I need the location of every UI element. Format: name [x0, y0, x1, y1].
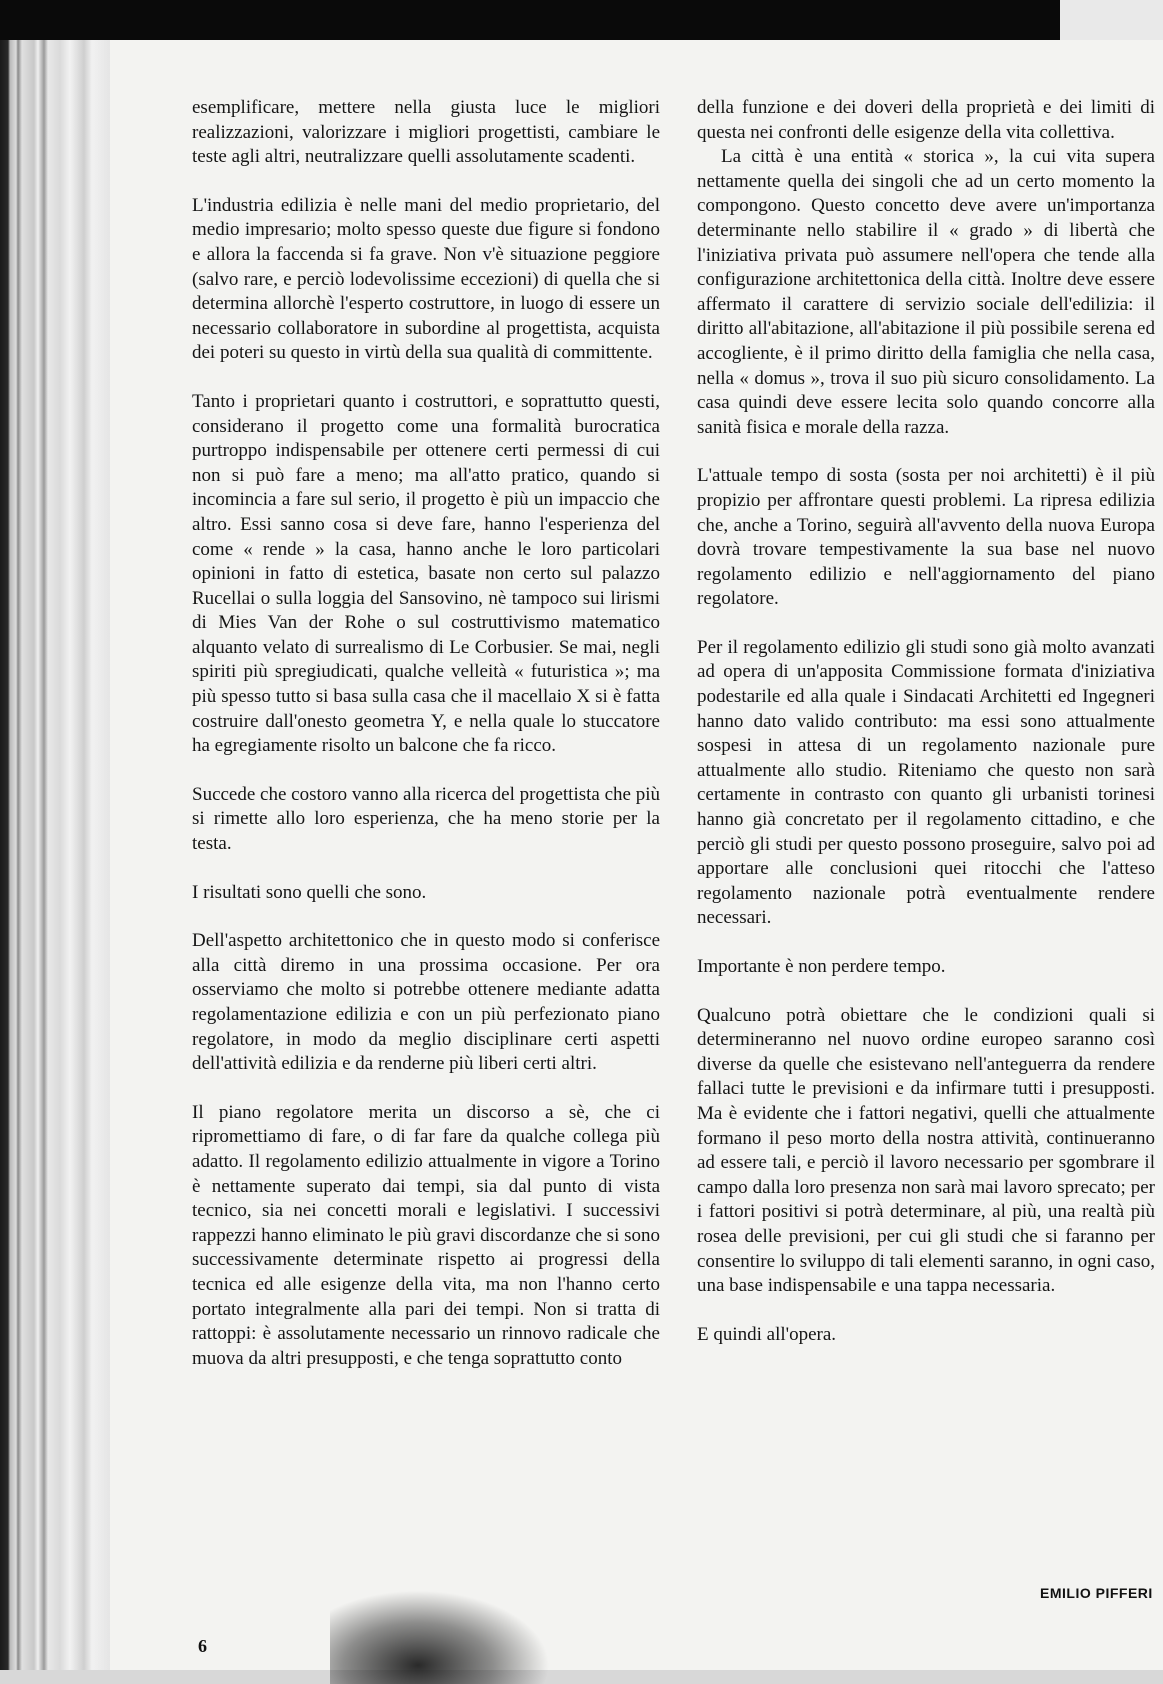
- author-signature: EMILIO PIFFERI: [1040, 1585, 1153, 1601]
- scan-bottom-border: [0, 1670, 1163, 1684]
- right-text-column: [697, 96, 1155, 1347]
- paragraph: esemplificare, mettere nella giusta luce le migliori realizzazioni, valorizzare i migliori progettisti, cambiare le teste agli altri, neutralizzare quelli assolutamente scadenti.: [192, 97, 660, 168]
- paragraph: Succede che costoro vanno alla ricerca del progettista che più si rimette allo loro esperienza, che ha meno storie per la testa.: [192, 783, 660, 855]
- paragraph: I risultati sono quelli che sono.: [192, 881, 427, 903]
- scan-top-right-gap: [1060, 0, 1163, 42]
- page-number: 6: [198, 1636, 207, 1656]
- paragraph: Per il regolamento edilizio gli studi sono già molto avanzati ad opera di un'apposita Commissione formata d'iniziativa podestarile ed alla quale i Sindacati Architetti ed Ingegneri hanno dato valido contributo: ma essi sono attualmente sospesi in attesa di un regolamento nazionale pure attualmente allo studio. Riteniamo che questo non sarà certamente in contrasto con quanto gli urbanisti torinesi hanno già concretato per il regolamento cittadino, e che perciò gli studi per questo possono proseguire, salvo poi ad apportare alle conclusioni quei ritocchi che l'atteso regolamento nazionale potrà eventualmente rendere necessari.: [697, 636, 1155, 929]
- paragraph: L'attuale tempo di sosta (sosta per noi architetti) è il più propizio per affrontare questi problemi. La ripresa edilizia che, anche a Torino, seguirà all'avvento della nuova Europa dovrà trovare tempestivamente la sua base nel nuovo regolamento edilizio e nell'aggiornamento del piano regolatore.: [697, 465, 1155, 610]
- paragraph: della funzione e dei doveri della proprietà e dei limiti di questa nei confronti delle esigenze della vita collettiva.: [697, 97, 1155, 143]
- paragraph: La città è una entità « storica », la cui vita supera nettamente quella dei singoli che ad un certo momento la compongono. Questo concetto deve avere un'importanza determinante nello stabilire il « grado » di libertà che l'iniziativa privata può assumere nell'opera che tende alla configurazione architettonica della città. Inoltre deve essere affermato il carattere di servizio sociale dell'edilizia: il diritto all'abitazione, all'abitazione il più possibile serena ed accogliente, è il primo diritto della famiglia che nella casa, nella « domus », trova il suo più sicuro consolidamento. La casa quindi deve essere lecita solo quando concorre alla sanità fisica e morale della razza.: [697, 146, 1155, 438]
- paragraph: Dell'aspetto architettonico che in questo modo si conferisce alla città diremo in una prossima occasione. Per ora osserviamo che molto si potrebbe ottenere mediante adatta regolamentazione edilizia e con un più perfezionato piano regolatore, in modo da meglio disciplinare certi aspetti dell'attività edilizia e da renderne più liberi certi altri.: [192, 930, 660, 1075]
- paragraph: Tanto i proprietari quanto i costruttori, e soprattutto questi, considerano il progetto come una formalità burocratica purtroppo indispensabile per ottenere certi permessi di cui non si può fare a meno; ma all'atto pratico, quando si incomincia a fare sul serio, il progetto è più un impaccio che altro. Essi sanno cosa si deve fare, hanno l'esperienza del come « rende » la casa, hanno anche le loro particolari opinioni in fatto di estetica, basate non certo sul palazzo Rucellai o sulla loggia del Sansovino, nè tampoco sui lirismi di Mies Van der Rohe o sul costruttivismo matematico alquanto velato di surrealismo di Le Corbusier. Se mai, negli spiriti più spregiudicati, qualche velleità « futuristica »; ma più spesso tutto si basa sulla casa che il macellaio X si è fatta costruire dall'onesto geometra Y, e nella quale lo stuccatore ha egregiamente risolto un balcone che fa ricco.: [192, 390, 660, 757]
- ink-smudge: [330, 1590, 550, 1684]
- paragraph: Qualcuno potrà obiettare che le condizioni quali si determineranno nel nuovo ordine europeo saranno così diverse da quelle che esistevano nell'anteguerra da rendere fallaci tutte le previsioni e da infirmare tutti i presupposti. Ma è evidente che i fattori negativi, quelli che attualmente formano il peso morto della nostra attività, continueranno ad essere tali, e perciò il lavoro necessario per sgombrare il campo dalla loro presenza non sarà mai lavoro sprecato; per i fattori positivi si potrà determinare, al più, una realtà più rosea delle previsioni, per cui gli studi che si faranno per consentire lo sviluppo di tali elementi saranno, in ogni caso, una base indispensabile e una tappa necessaria.: [697, 1004, 1155, 1297]
- paragraph: E quindi all'opera.: [697, 1323, 837, 1345]
- book-page-edges: [0, 40, 110, 1670]
- paragraph: L'industria edilizia è nelle mani del medio proprietario, del medio impresario; molto spesso queste due figure si fondono e allora la faccenda si fa grave. Non v'è situazione peggiore (salvo rare, e perciò lodevolissime eccezioni) di quella che si determina allorchè l'esperto costruttore, in luogo di essere un necessario collaboratore in subordine al progettista, acquista dei poteri su questo in virtù della sua qualità di committente.: [192, 194, 660, 364]
- paragraph: Il piano regolatore merita un discorso a sè, che ci ripromettiamo di fare, o di far fare da qualche collega più adatto. Il regolamento edilizio attualmente in vigore a Torino è nettamente superato dai tempi, sia dal punto di vista tecnico, sia nei concetti morali e legislativi. I successivi rappezzi hanno eliminato le più gravi discordanze che si sono successivamente determinate rispetto ai progressi della tecnica ed alle esigenze della vita, ma non l'hanno certo portato integralmente alla pari dei tempi. Non si tratta di rattoppi: è assolutamente necessario un rinnovo radicale che muova da altri presupposti, e che tenga soprattutto conto: [192, 1101, 660, 1369]
- left-text-column: [192, 96, 660, 1371]
- paragraph: Importante è non perdere tempo.: [697, 956, 946, 977]
- scan-top-border: [0, 0, 1163, 40]
